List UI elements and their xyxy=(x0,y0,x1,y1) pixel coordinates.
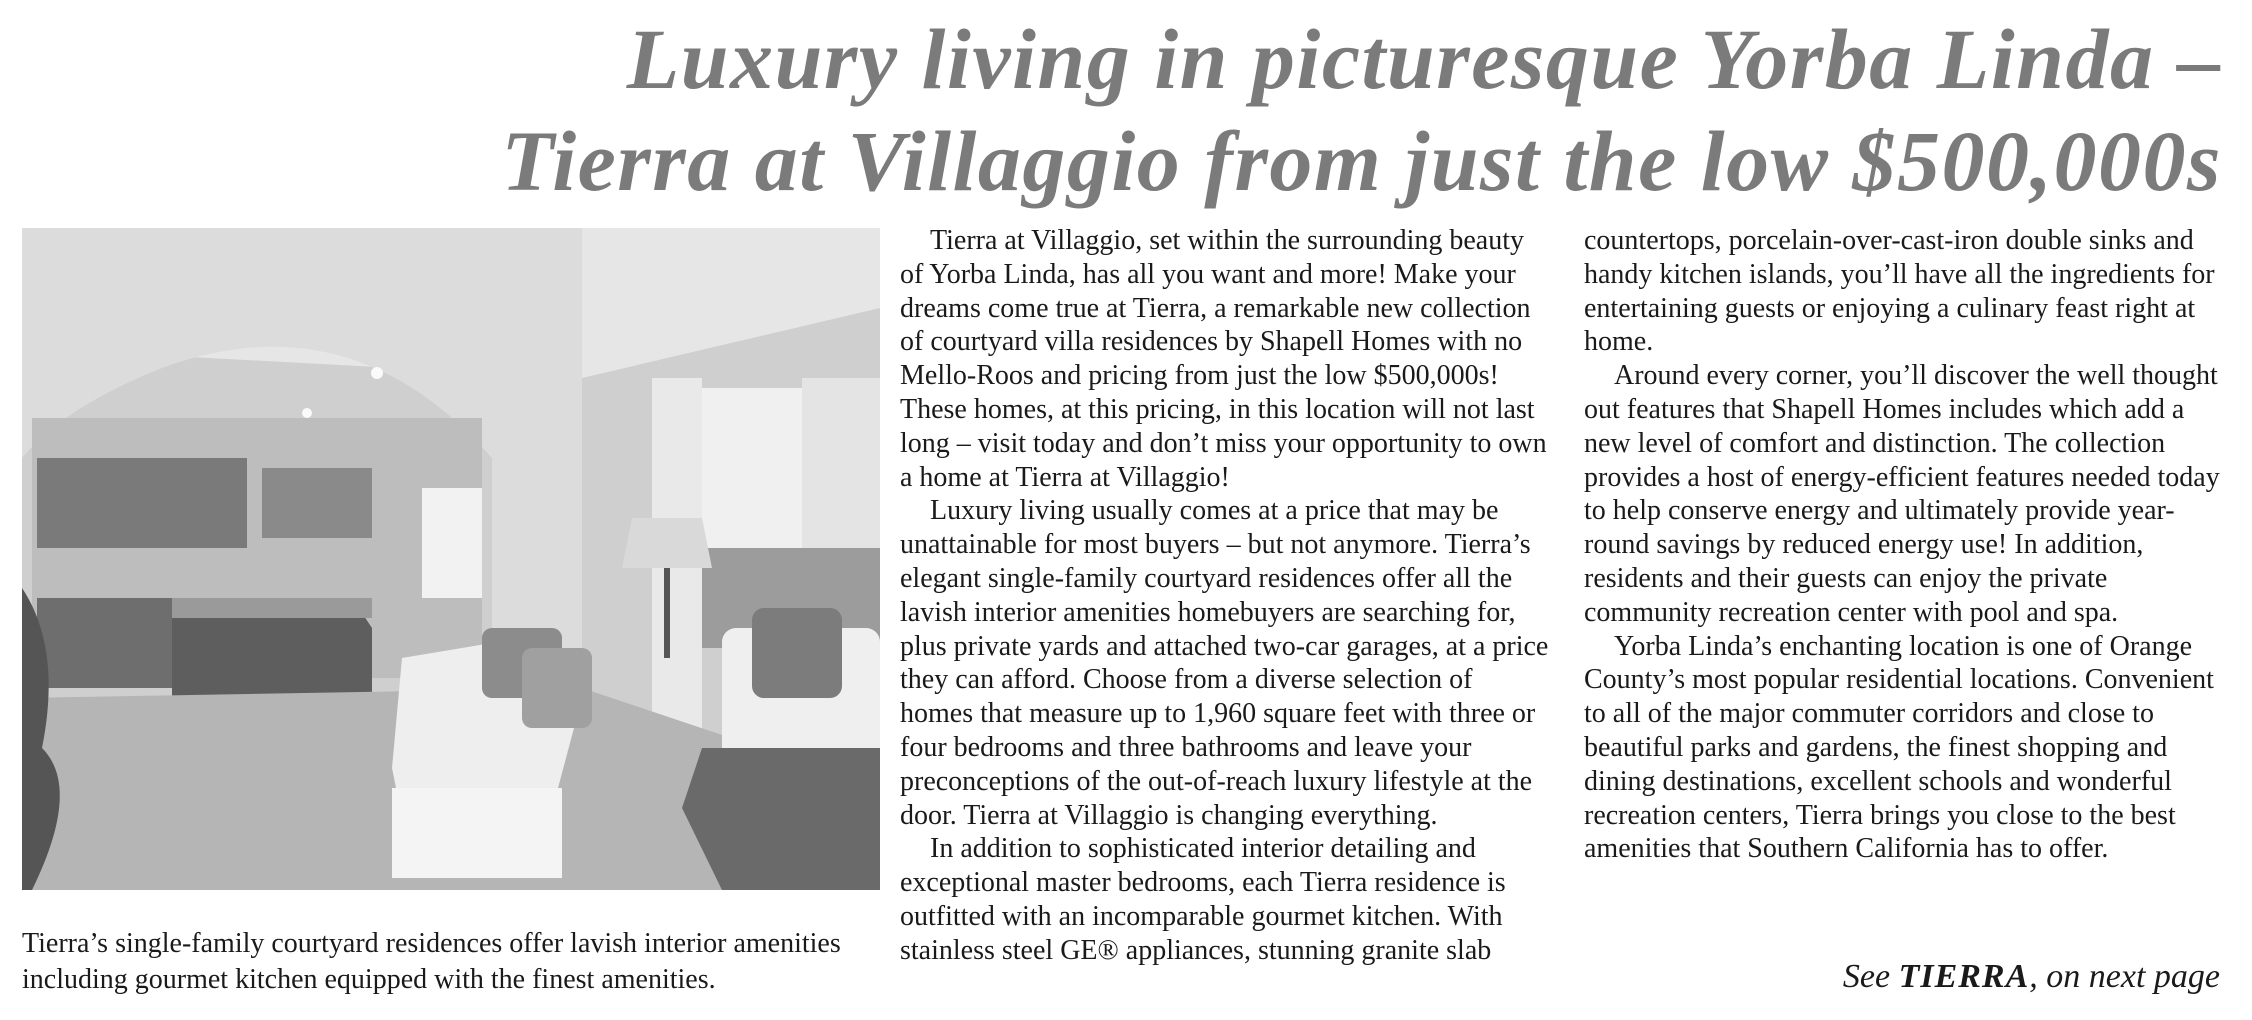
continuation-keyword: TIERRA xyxy=(1898,958,2030,995)
headline-line-2: Tierra at Villaggio from just the low $500,000s xyxy=(501,113,2222,209)
continuation-suffix: , on next page xyxy=(2029,958,2220,995)
continuation-note xyxy=(1843,958,2220,996)
article-paragraph: Yorba Linda’s enchanting location is one of Orange County’s most popular residential locations. Convenient to all of the major commuter corridors and close to beautiful parks and gardens, the finest shopping and dining destinations, excellent schools and wonderful recreation centers, Tierra brings you close to the best amenities that Southern California has to offer. xyxy=(1584,630,2214,865)
article-paragraph: Around every corner, you’ll discover the well thought out features that Shapell Homes includes which add a new level of comfort and distinction. The collection provides a host of energy-efficient features needed today to help conserve energy and ultimately provide year-round savings by reduced energy use! In addition, residents and their guests can enjoy the private community recreation center with pool and spa. xyxy=(1584,360,2220,628)
headline xyxy=(322,8,2222,212)
article-paragraph: countertops, porcelain-over-cast-iron double sinks and handy kitchen islands, you’ll have all the ingredients for entertaining guests or enjoying a culinary feast right at home. xyxy=(1584,225,2215,358)
article-paragraph: In addition to sophisticated interior detailing and exceptional master bedrooms, each Tierra residence is outfitted with an incomparable gourmet kitchen. With stainless steel GE® appliances, stunning granite slab xyxy=(900,833,1506,966)
headline-line-1: Luxury living in picturesque Yorba Linda – xyxy=(626,11,2222,107)
photo-caption: Tierra’s single-family courtyard residences offer lavish interior amenities including gourmet kitchen equipped with the finest amenities. xyxy=(22,928,841,995)
continuation-prefix: See xyxy=(1842,958,1891,995)
article-column-1 xyxy=(900,224,1550,968)
article-paragraph: Tierra at Villaggio, set within the surrounding beauty of Yorba Linda, has all you want and more! Make your dreams come true at Tierra, a remarkable new collection of courtyard villa residences by Shapell Homes with no Mello-Roos and pricing from just the low $500,000s! These homes, at this pricing, in this location will not last long – visit today and don’t miss your opportunity to own a home at Tierra at Villaggio! xyxy=(900,225,1547,493)
interior-photo xyxy=(22,228,880,890)
article-column-2 xyxy=(1584,224,2234,866)
article-paragraph: Luxury living usually comes at a price that may be unattainable for most buyers – but not anymore. Tierra’s elegant single-family courtyard residences offer all the lavish interior amenities homebuyers are searching for, plus private yards and attached two-car garages, at a price they can afford. Choose from a diverse selection of homes that measure up to 1,960 square feet with three or four bedrooms and three bathrooms and leave your preconceptions of the out-of-reach luxury lifestyle at the door. Tierra at Villaggio is changing everything. xyxy=(900,495,1549,831)
